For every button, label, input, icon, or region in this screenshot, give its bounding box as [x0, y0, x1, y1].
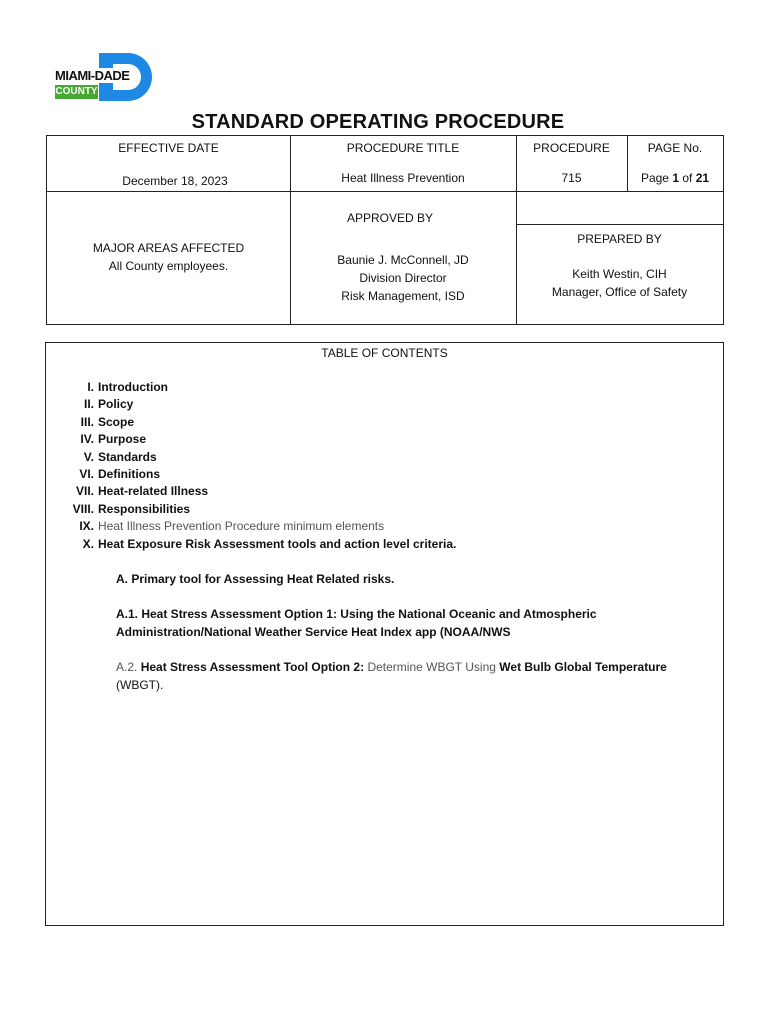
toc-item: II. Policy [83, 397, 134, 412]
page-number-label: PAGE No. [647, 141, 703, 155]
toc-item: V. Standards [83, 449, 157, 464]
miami-dade-county-logo [53, 52, 153, 102]
toc-item: X. Heat Exposure Risk Assessment tools and action level criteria. [82, 536, 457, 551]
table-of-contents [45, 342, 724, 926]
major-areas-label: MAJOR AREAS AFFECTED [92, 241, 245, 255]
approved-by-label: APPROVED BY [346, 211, 434, 225]
toc-item: VIII. Responsibilities [72, 501, 191, 516]
toc-sub-a2: A.2. Heat Stress Assessment Tool Option 2: Determine WBGT Using Wet Bulb Global Temperature (WBGT). [116, 660, 667, 692]
page-title: STANDARD OPERATING PROCEDURE [191, 111, 565, 133]
prepared-by-role: Manager, Office of Safety [551, 285, 688, 299]
prepared-by-label: PREPARED BY [577, 232, 662, 246]
procedure-title-label: PROCEDURE TITLE [346, 141, 460, 155]
approved-by-role: Division Director [359, 271, 447, 285]
toc-item: IV. Purpose [80, 432, 147, 447]
toc-sub-a: A. Primary tool for Assessing Heat Related risks. [116, 572, 395, 586]
logo-county-text: COUNTY [55, 86, 98, 97]
toc-item: III. Scope [80, 414, 135, 429]
toc-list [46, 379, 723, 553]
effective-date-value: December 18, 2023 [122, 174, 228, 188]
approved-by-dept: Risk Management, ISD [341, 289, 465, 303]
toc-item: IX. Heat Illness Prevention Procedure minimum elements [79, 519, 385, 534]
header-table [46, 135, 724, 325]
prepared-by-name: Keith Westin, CIH [572, 267, 667, 281]
procedure-label: PROCEDURE [533, 141, 610, 155]
logo-miami-dade-text: MIAMI-DADE [55, 68, 130, 83]
approved-by-name: Baunie J. McConnell, JD [337, 253, 469, 267]
toc-item: I. Introduction [87, 380, 168, 394]
major-areas-value: All County employees. [108, 259, 229, 273]
toc-item: VI. Definitions [79, 466, 160, 481]
page-number-value: Page 1 of 21 [640, 171, 710, 185]
effective-date-label: EFFECTIVE DATE [118, 141, 219, 155]
procedure-title-value: Heat Illness Prevention [341, 171, 465, 185]
toc-item: VII. Heat-related Illness [75, 484, 209, 499]
toc-title: TABLE OF CONTENTS [321, 346, 448, 360]
procedure-number: 715 [561, 171, 582, 185]
toc-sub-a1: A.1. Heat Stress Assessment Option 1: Using the National Oceanic and Atmospheric Administration/National Weather Service Heat Index app (NOAA/NWS [116, 607, 597, 639]
